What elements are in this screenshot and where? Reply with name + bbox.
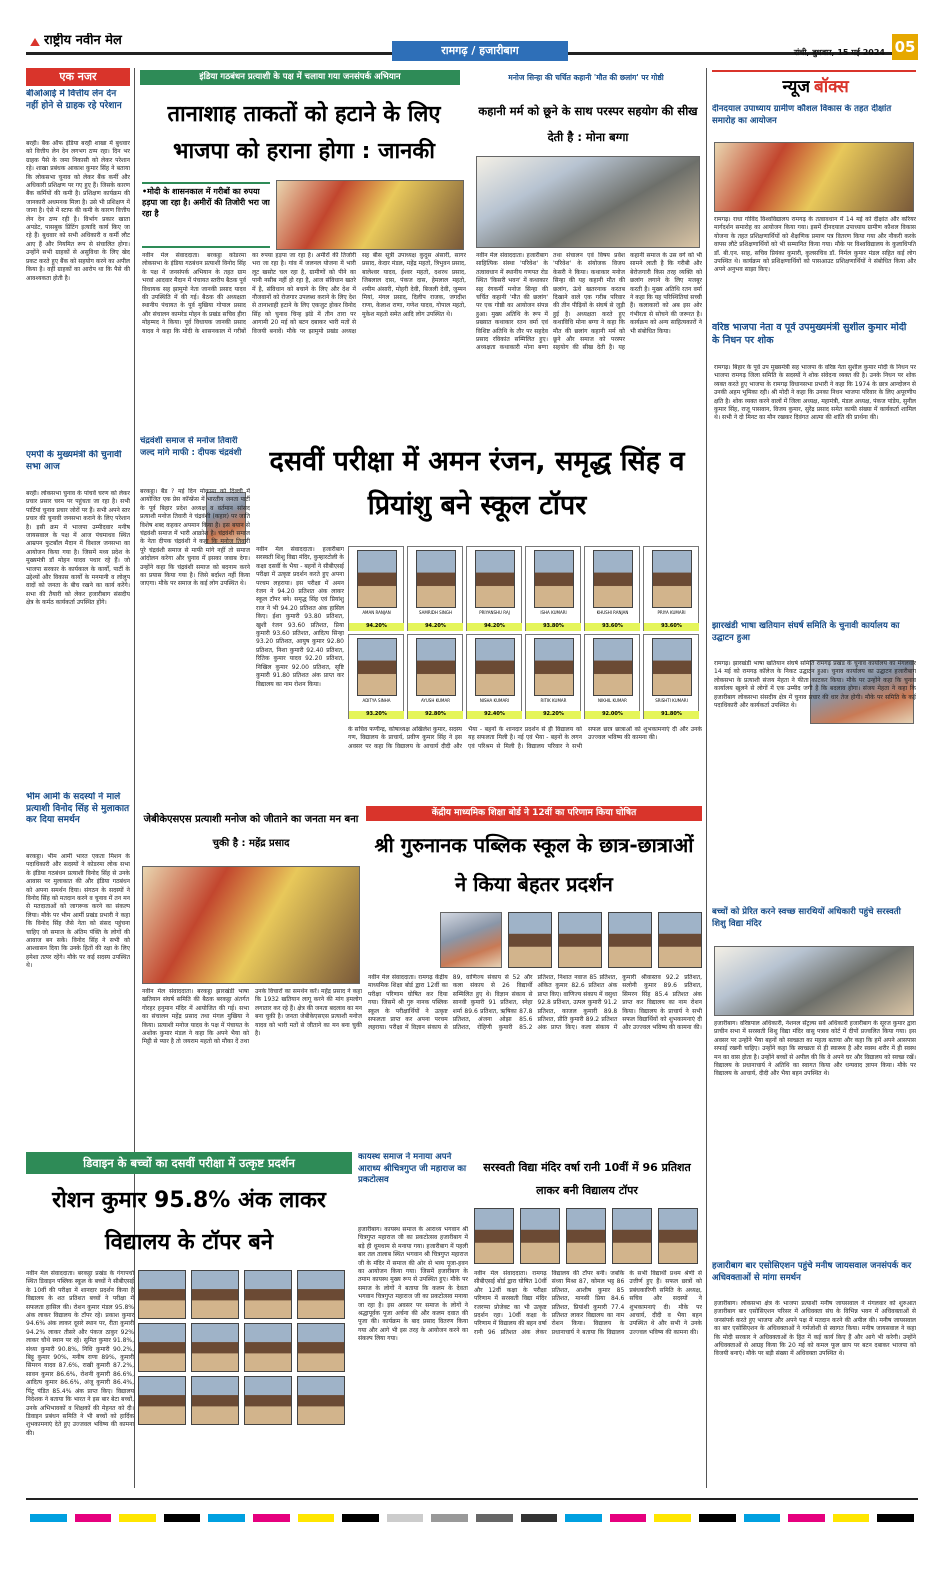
story7-body: नवीन मेल संवाददाता। बरकट्ठा प्रखंड के गंगापचो स्थित डिवाइन पब्लिक स्कूल के बच्चों ने सीबीएसई के 10वीं की परीक्षा में शानदार प्रदर्शन किया है विद्यालय के शत प्रतिशत बच्चों ने परीक्षा में सफलता हासिल की। रोशन कुमार मंडल 95.8% अंक लाकर विद्यालय के टॉपर रहे। प्रकाश कुमार 94.6% अंक लाकर दूसरे स्थान पर, रीता कुमारी 94.2% लाकर तीसरे और पंकज ठाकुर 92% लाकर चौथे स्थान पर रहे। सुमित कुमार 91.8%, संध्या कुमारी 90.8%, निधि कुमारी 90.2%, बिट्टू कुमार 90%, मनीष राणा 89%, कुमारी सिमरन यादव 87.6%, राखी कुमारी 87.2%, सावन कुमार 86.6%, रोशनी कुमारी 86.6%, आदित्य कुमार 86.6%, अंजू कुमारी 86.4%, पिंटू पंडित 85.4% अंक प्राप्त किए। विद्यालय निदेशक ने बताया कि भारत ने इस बार बेटा बच्चों, उनके अभिभावकों व शिक्षकों की मेहनत को दी। डिवाइन प्रबंधन समिति ने भी बच्चों को हार्दिक शुभकामनाएं देते हुए उज्जवल भविष्य की कामना की। bbox=[26, 1270, 134, 1437]
news-box-title-a: न्यूज bbox=[782, 77, 810, 97]
registration-swatch bbox=[565, 1514, 602, 1522]
registration-swatch bbox=[342, 1514, 379, 1522]
news-box-title-b: बॉक्स bbox=[814, 77, 849, 97]
footer-color-strip bbox=[26, 1512, 918, 1526]
student-photo bbox=[534, 550, 574, 608]
news-box-item2-headline: वरिष्ठ भाजपा नेता व पूर्व उपमुख्यमंत्री सुशील कुमार मोदी के निधन पर शोक bbox=[712, 322, 907, 346]
student-percentage: 92.00% bbox=[585, 711, 640, 719]
story4-body-left: नवीन मेल संवाददाता। हजारीबाग सरस्वती शिशु विद्या मंदिर, कुम्हारटोली के कक्षा दसवीं के भैया - बहनों ने सीबीएसई परीक्षा में उत्कृष्ट प्रदर्शन करते हुए अपना परचम लहराया। इस परीक्षा में अमन रंजन ने 94.20 प्रतिशत अंक लाकर स्कूल टॉपर बने। समृद्ध सिंह एवं प्रियांशु राज ने भी 94.20 प्रतिशत अंक हासिल किए। ईशा कुमारी 93.80 प्रतिशत, खुशी रंजन 93.60 प्रतिशत, प्रिया कुमारी 93.60 प्रतिशत, आदित्य सिन्हा 93.20 प्रतिशत, आयुष कुमार 92.80 प्रतिशत, निशा कुमारी 92.40 प्रतिशत, रितिक कुमार यादव 92.20 प्रतिशत, निखिल कुमार 92.00 प्रतिशत, सृष्टि कुमारी 91.80 प्रतिशत अंक प्राप्त कर विद्यालय का नाम रोशन किया। bbox=[256, 546, 344, 688]
story9-photo-row bbox=[474, 1208, 700, 1266]
story6-photo-row bbox=[508, 912, 702, 970]
ek-nazar-title: एक नजर bbox=[59, 70, 97, 83]
student-photo bbox=[297, 1376, 345, 1425]
news-box-item3-body: रामगढ़। झारखंडी भाषा खतियान संघर्ष समिति रामगढ़ प्रखंड के चुनाव कार्यालय का मंगलवार 14 मई को रामगढ़ कॉलेज के निकट उद्घाटन हुआ। चुनाव कार्यालय का उद्घाटन हजारीबाग लोकसभा के प्रत्याशी संजय मेहता ने फीता काटकर किया। मौके पर उन्होंने कहा कि चुनाव कार्यालय खुलने से लोगों में एक उम्मीद जगी है कि बदलाव होगा। संजय मेहता ने कहा कि हजारीबाग लोकसभा संसदीय क्षेत्र में चुनाव प्रचार की धार तेज होगी। मौके पर समिति के कई पदाधिकारी और कार्यकर्ता उपस्थित थे। bbox=[714, 660, 916, 710]
story4-students-grid bbox=[348, 546, 702, 722]
student-card bbox=[407, 634, 463, 719]
student-photo bbox=[593, 638, 633, 696]
student-percentage: 93.60% bbox=[585, 623, 640, 631]
student-photo bbox=[191, 1270, 239, 1319]
news-box-item5-headline: हजारीबाग बार एसोसिएशन पहुंचे मनीष जायसवाल जनसंपर्क कर अधिवक्ताओं से मांगा समर्थन bbox=[712, 1261, 912, 1283]
student-photo bbox=[416, 638, 456, 696]
student-card bbox=[584, 546, 640, 631]
ek-nazar-item2-headline: एमपी के मुख्यमंत्री की चुनावी सभा आज bbox=[26, 450, 122, 472]
student-name: RITIK KUMAR bbox=[527, 698, 580, 709]
registration-swatch bbox=[699, 1514, 736, 1522]
ek-nazar-item3-body: बरकट्ठा। भीम आर्मी भारत एकता मिशन के पदाधिकारी और सदस्यों ने कोडरमा लोक सभा के इंडिया गठबंधन प्रत्याशी विनोद सिंह से उनके आवास पर मुलाकात की और इंडिया गठबंधन को अपना समर्थन दिया। संगठन के सदस्यों ने विनोद सिंह को मतदान करने व चुनाव में तन मन से मतदाताओं को जागरूक करने का संकल्प लिया। मौके पर भीम आर्मी प्रखंड प्रभारी ने कहा कि विनोद सिंह जैसे नेता को संसद पहुंचना चाहिए जो समाज के अंतिम पंक्ति के लोगों की आवाज बन सकें। विनोद सिंह ने सभी को आश्वासन दिया कि उनके हितों की रक्षा के लिए हमेशा तत्पर रहेंगे। मौके पर कई सदस्य उपस्थित थे। bbox=[26, 853, 130, 970]
student-percentage: 94.20% bbox=[467, 623, 522, 631]
section-label: रामगढ़ / हजारीबाग bbox=[441, 44, 519, 57]
student-photo bbox=[558, 912, 602, 968]
story6-body: नवीन मेल संवाददाता। रामगढ़ केंद्रीय माध्यमिक शिक्षा बोर्ड द्वारा 12वीं का परीक्षा परिणाम घोषित कर दिया गया। जिसमें श्री गुरु नानक पब्लिक स्कूल के परीक्षार्थियों ने उत्कृष्ट सफलता प्राप्त कर अपना परचम लहराया। परीक्षा में विज्ञान संकाय से 89, वाणिज्य संकाय से 52 और कला संकाय से 26 विद्यार्थी सम्मिलित हुए थे। विज्ञान संकाय से सानवी कुमारी 91 प्रतिशत, स्नेहा शर्मा 89.6 प्रतिशत, ऋषिका 87.8 प्रतिशत, अंजना ओझा 85.6 प्रतिशत, रोहिणी कुमारी 85.2 प्रतिशत, निशात नवाज 85 प्रतिशत, अंकित कुमार 82.6 प्रतिशत अंक प्राप्त किए। वाणिज्य संकाय में वसुधा 92.8 प्रतिशत, उत्पल कुमारी 91.2 प्रतिशत, काजल कुमारी 89.8 प्रतिशत, प्रीति कुमारी 89.2 प्रतिशत अंक प्राप्त किए। कला संकाय में कुमारी श्रीवास्तव 92.2 प्रतिशत, सलोनी कुमार 89.6 प्रतिशत, सिमरन सिंह 85.4 प्रतिशत अंक प्राप्त कर विद्यालय का नाम रोशन किया। विद्यालय के प्राचार्य ने सभी सफल विद्यार्थियों को शुभकामनाएं दी और उज्ज्वल भविष्य की कामना की। bbox=[368, 974, 702, 1032]
student-card bbox=[525, 634, 581, 719]
student-photo bbox=[593, 550, 633, 608]
ek-nazar-item3-headline: भीम आर्मी के सदस्यों ने माले प्रत्याशी विनोद सिंह से मुलाकात कर दिया समर्थन bbox=[26, 792, 130, 825]
student-name: AYUSH KUMAR bbox=[409, 698, 462, 709]
footer-rule bbox=[26, 1498, 918, 1500]
student-percentage: 92.20% bbox=[526, 711, 581, 719]
story2-kicker: मनोज सिन्हा की चर्चित कहानी 'मौत की छलांग' पर गोष्ठी bbox=[472, 70, 700, 85]
registration-swatch bbox=[253, 1514, 290, 1522]
story3-headline: चंद्रवंशी समाज से मनोज तिवारी जल्द मांगे माफी : दीपक चंद्रवंशी bbox=[140, 436, 242, 458]
student-photo bbox=[297, 1323, 345, 1372]
column-rule-2 bbox=[706, 68, 707, 1488]
story1-body: नवीन मेल संवाददाता। बरकट्ठा कोडरमा लोकसभा के इंडिया गठबंधन प्रत्याशी विनोद सिंह के पक्ष में जनसंपर्क अभियान के तहत ग्राम भरवां आदवार मैदान में पंचायत स्तरीय बैठक पूर्व विधायक सह झामुमो नेता जानकी प्रसाद यादव की उपस्थिति में की गई। बैठक की अध्यक्षता स्थानीय पंचायत के पूर्व मुखिया गोपाल प्रसाद और संचालन कामरेड मोहन के प्रखंड सचिव हीरा मोहम्मद ने किया। पूर्व विधायक जानकी प्रसाद यादव ने कहा कि मोदी के शासनकाल में गरीबों का रुपया हड़पा जा रहा है। अमीरों की तिजोरी भरा जा रहा है। गांव में जलनल योजना में भारी लूट खसोट चल रहा है, ग्रामीणों को पीने का पानी नसीब नहीं हो रहा है, आज संविधान खतरे में है, संविधान को बचाने के लिए और देश में नौजवानों को रोजगार उपलब्ध कराने के लिए देश से तानाशाही हटाने के लिए एकजुट होकर विनोद सिंह को चुनाव चिन्ह झंडे में तीन तारा पर आगामी 20 मई को बटन दबाकर भारी मतों से विजयी बनावें। मौके पर झामुमो प्रखंड अध्यक्ष सह बीस सूत्री उपाध्यक्ष कुदुस अंसारी, सागर प्रसाद, केदार मंडल, महेंद्र महतो, त्रिभुवन प्रसाद, बालेश्वर यादव, ईश्वर महतो, दशरथ प्रसाद, जिबलाल दास, पंकज दास, हेमलाल महतो, शमीम अंसारी, मोहरी देवी, बिजली देवी, जुम्मन मियां, मंगल प्रसाद, दिलीप राजक, जगदीश राणा, केलाश राणा, गणेश यादव, गोपाल महतो, मुकेश महतो समेत आदि लोग उपस्थित थे। bbox=[142, 252, 466, 335]
student-percentage: 93.60% bbox=[644, 623, 699, 631]
paper-name: राष्ट्रीय नवीन मेल bbox=[44, 33, 122, 48]
story8-body: हजारीबाग। कायस्थ समाज के आराध्य भगवान श्री चित्रगुप्त महाराज जी का प्रकटोत्सव हजारीबाग में बड़े ही धूमधाम से मनाया गया। हजारीबाग में पहली बार तल तालाब स्थित भगवान श्री चित्रगुप्त महाराज जी के मंदिर में समाज की ओर से भव्य पूजा-हवन का आयोजन किया गया। जिसमें हजारीबाग के तमाम कायस्थ मुख्य रूप से उपस्थित हुए। मौके पर समाज के लोगों ने बताया कि कलम के देवता भगवान चित्रगुप्त महाराज जी का प्रकटोत्सव मनाया जा रहा है। इस अवसर पर समाज के लोगों ने श्रद्धापूर्वक पूजा अर्चना की और कलम दवात की पूजा की। कार्यक्रम के बाद प्रसाद वितरण किया गया और आगे भी इस तरह के आयोजन करने का संकल्प लिया गया। bbox=[358, 1226, 468, 1343]
story5-photo bbox=[142, 866, 360, 984]
student-card bbox=[407, 546, 463, 631]
student-photo bbox=[475, 638, 515, 696]
registration-swatch bbox=[744, 1514, 781, 1522]
story8-headline: कायस्थ समाज ने मनाया अपने आराध्य श्रीचित्रगुप्त जी महाराज का प्रकटोत्सव bbox=[358, 1152, 467, 1185]
student-card bbox=[525, 546, 581, 631]
student-card bbox=[584, 634, 640, 719]
registration-swatch bbox=[119, 1514, 156, 1522]
story1-kicker: इंडिया गठबंधन प्रत्याशी के पक्ष में चलाया गया जनसंपर्क अभियान bbox=[140, 70, 460, 85]
student-name: ADITYA SINHA bbox=[350, 698, 403, 709]
student-card bbox=[348, 546, 404, 631]
student-photo bbox=[191, 1323, 239, 1372]
student-name: SRISHTI KUMARI bbox=[645, 698, 698, 709]
registration-swatch bbox=[208, 1514, 245, 1522]
registration-swatch bbox=[476, 1514, 513, 1522]
registration-swatch bbox=[298, 1514, 335, 1522]
story5-body: नवीन मेल संवाददाता। बरकट्ठा झारखंडी भाषा खतियान संघर्ष समिति की बैठक बरकट्ठा अंतर्गत गोरहर हनुमान मंदिर में आयोजित की गई। सभा का संचालन महेंद्र प्रसाद तथा मंगल मुखिया ने किया। प्रत्याशी मनोज यादव के पक्ष में पंचायत के अशोक कुमार मंडल ने कहा कि अपने भैया को मिट्टी से प्यार है तो जयराम महतो को मौका दें तथा उनके विचारों का समर्थन करें। महेंद्र प्रसाद ने कहा कि 1932 खतियान लागू करने की मांग हमलोग लगातार कर रहे हैं। क्षेत्र की जनता बदलाव का मन बना चुकी है। जनता जेबीकेएसएस प्रत्याशी मनोज यादव को भारी मतों से जीताने का मन बना चुकी है। bbox=[142, 988, 362, 1046]
student-photo bbox=[191, 1376, 239, 1425]
student-card bbox=[466, 634, 522, 719]
page-number: 05 bbox=[892, 34, 918, 60]
student-photo bbox=[138, 1376, 186, 1425]
news-box-item2-body: रामगढ़। बिहार के पूर्व उप मुख्यमंत्री सह भाजपा के वरिष्ठ नेता सुशील कुमार मोदी के निधन पर भाजपा रामगढ़ जिला समिति के सदस्यों ने शोक संवेदना व्यक्त की है। उनके निधन पर शोक व्यक्त करते हुए भाजपा के रामगढ़ विधानसभा प्रभारी ने कहा कि 1974 के छात्र आन्दोलन से उनकी अहम भूमिका रही। श्री मोदी ने कहा कि उनका निधन भाजपा परिवार के लिए अपूरणीय क्षति है। शोक व्यक्त करने वालों में जिला अध्यक्ष, महामंत्री, मंडल अध्यक्ष, पंकज पांडेय, सुनील कुमार सिंह, राजू पासवान, विजय कुमार, सुरेंद्र प्रसाद समेत काफी संख्या में कार्यकर्ता शामिल थे। सभी ने दो मिनट का मौन रखकर दिवंगत आत्मा की शांति की प्रार्थना की। bbox=[714, 364, 916, 422]
story3-body: बरकट्ठा। बैंड ? मई दिन मोकामा को दिल्ली में आयोजित एक प्रेस कॉन्फ्रेंस में भारतीय जनता पार्टी के पूर्व बिहार प्रदेश अध्यक्ष व वर्तमान सांसद प्रत्याशी मनोज तिवारी ने चंद्रवंशी (कहार) पर जाति विशेष शब्द कहकर अपमान किया है। इस बयान से चंद्रवंशी समाज में भारी आक्रोश है। चंद्रवंशी समाज के नेता दीपक चंद्रवंशी ने कहा कि मनोज तिवारी पूरे चंद्रवंशी समाज से माफी मांगे नहीं तो समाज आंदोलन करेगा और चुनाव में इसका जवाब देगा। उन्होंने कहा कि चंद्रवंशी समाज को बदनाम करने का प्रयास किया गया है। जिसे बर्दाश्त नहीं किया जाएगा। मौके पर समाज के कई लोग उपस्थित थे। bbox=[140, 488, 250, 588]
student-card bbox=[348, 634, 404, 719]
story1-headline: तानाशाह ताकतों को हटाने के लिए भाजपा को हराना होगा : जानकी bbox=[167, 102, 441, 164]
dateline: रांची, बुधवार, 15 मई 2024 bbox=[793, 48, 885, 57]
student-percentage: 94.20% bbox=[408, 623, 463, 631]
story4-body-right: के सचिव फणीन्द्र, कोषाध्यक्ष अखिलेश कुमार, सदस्य गण, विद्यालय के प्राचार्य, प्रवीण कुमार सिंह ने इस अवसर पर कहा कि विद्यालय के आचार्य दीदी और भैया - बहनों के शानदार प्रदर्शन से ही विद्यालय को यह सफलता मिली है। नई एवं भैया - बहनों के लगन एवं परिश्रम से मिली है। विद्यालय परिवार ने सभी सफल छात्र छात्राओं को शुभकामनाएं दी और उनके उज्ज्वल भविष्य की कामना की। bbox=[348, 726, 702, 750]
student-photo bbox=[357, 550, 397, 608]
student-photo bbox=[138, 1270, 186, 1319]
registration-swatch bbox=[387, 1514, 424, 1522]
story9-headline: सरस्वती विद्या मंदिर वर्षा रानी 10वीं में 96 प्रतिशत लाकर बनी विद्यालय टॉपर bbox=[483, 1161, 691, 1197]
student-name: PRIYANSHU RAJ bbox=[468, 610, 521, 621]
student-photo bbox=[608, 912, 652, 968]
student-percentage: 92.40% bbox=[467, 711, 522, 719]
student-card bbox=[643, 546, 699, 631]
news-box-item1-photo bbox=[714, 142, 914, 212]
student-photo bbox=[534, 638, 574, 696]
story5-headline: जेबीकेएसएस प्रत्याशी मनोज को जीताने का जनता मन बना चुकी है : महेंद्र प्रसाद bbox=[143, 814, 359, 849]
news-box-item4-photo bbox=[714, 946, 914, 1016]
registration-swatch bbox=[431, 1514, 468, 1522]
student-percentage: 93.20% bbox=[349, 711, 404, 719]
news-box-item1-headline: दीनदयाल उपाध्याय ग्रामीण कौशल विकास के तहत दीक्षांत समारोह का आयोजन bbox=[712, 104, 892, 126]
student-photo bbox=[297, 1270, 345, 1319]
story6-headline: श्री गुरुनानक पब्लिक स्कूल के छात्र-छात्राओं ने किया बेहतर प्रदर्शन bbox=[374, 833, 694, 896]
registration-swatch bbox=[788, 1514, 825, 1522]
registration-swatch bbox=[30, 1514, 67, 1522]
student-name: AMAN RANJAN bbox=[350, 610, 403, 621]
student-card bbox=[466, 546, 522, 631]
story7-students-grid bbox=[138, 1270, 350, 1430]
story4-headline: दसवीं परीक्षा में अमन रंजन, समृद्ध सिंह व प्रियांशु बने स्कूल टॉपर bbox=[269, 446, 685, 521]
news-box-item4-body: हजारीबाग। वरिष्ठपाल अधिकारी, नेशनल सेंट्रल्स सर्वे अधिकारी हजारीबाग के सूरज कुमार द्वारा प्राचीन सभा में सरस्वती शिशु विद्या मंदिर वासु पत्राव कोर्ट में दीपों प्रज्वलित किया गया। इस अवसर पर उन्होंने भैया बहनों को स्वच्छता का महत्व बताया और कहा कि हमें अपने आसपास सफाई रखनी चाहिए। उन्होंने कहा कि स्वच्छता से ही स्वास्थ्य है और स्वस्थ शरीर में ही स्वस्थ मन का वास होता है। उन्होंने बच्चों से अपील की कि वे अपने घर और विद्यालय को स्वच्छ रखें। विद्यालय के प्रधानाचार्य ने अतिथि का स्वागत किया और धन्यवाद ज्ञापन किया। मौके पर विद्यालय के आचार्य, दीदी और भैया बहन उपस्थित थे। bbox=[714, 1020, 916, 1078]
registration-swatch bbox=[610, 1514, 647, 1522]
registration-swatch bbox=[521, 1514, 558, 1522]
registration-swatch bbox=[75, 1514, 112, 1522]
newspaper-logo-icon bbox=[28, 34, 42, 46]
student-percentage: 91.80% bbox=[644, 711, 699, 719]
story2-body: नवीन मेल संवाददाता। हजारीबाग साहित्यिक संस्था 'परिवेश' के तत्वावधान में स्थानीय गणपत रोड स्थित 'किसरी भवन' में कथाकार सह रंगकर्मी मनोज सिन्हा की चर्चित कहानी 'मौत की छलांग' पर एक गोष्ठी का आयोजन संपन्न हुआ। मुख्य अतिथि के रूप में प्रख्यात कथाकार रतन वर्मा एवं विशिष्ट अतिथि के तौर पर सहदेव प्रसाद रविकांत सम्मिलित हुए। अध्यक्षता कथाकारी मोना बग्गा तथा संचालन एवं विषय प्रवेश 'परिवेश' के संयोजक विजय केसरी ने किया। कथाकार मनोज सिन्हा की यह कहानी मौत की छलांग, ऊंचे खतरनाक करतब दिखाने वाले एक गरीब परिवार की तीन पीढ़ियों के संघर्ष से जुड़ी हुई है। अध्यक्षता करते हुए कथाविधि मोना बग्गा ने कहा कि मौत की छलांग कहानी मर्म को छूने और समाज को परस्पर सहयोग की सीख देती है। यह कहानी समाज के उस वर्ग को भी सामने लाती है कि गरीबी और बेरोजगारी किस तरह व्यक्ति को छलांग लगाने के लिए मजबूर करती है। मुख्य अतिथि रतन वर्मा ने कहा कि यह परिस्थितियां सच्ची हैं। कलाकारों को अब इस ओर गंभीरता से सोचने की जरूरत है। कार्यक्रम को अन्य साहित्यकारों ने भी संबोधित किया। bbox=[476, 252, 702, 352]
student-photo bbox=[652, 638, 692, 696]
student-name: NIKHIL KUMAR bbox=[586, 698, 639, 709]
registration-swatch bbox=[164, 1514, 201, 1522]
story2-headline: कहानी मर्म को छूने के साथ परस्पर सहयोग की सीख देती है : मोना बग्गा bbox=[478, 104, 698, 144]
student-photo bbox=[138, 1323, 186, 1372]
story7-headline: रोशन कुमार 95.8% अंक लाकर विद्यालय के टॉपर बने bbox=[52, 1188, 326, 1255]
registration-swatch bbox=[833, 1514, 870, 1522]
student-photo bbox=[566, 1208, 606, 1264]
registration-swatch bbox=[877, 1514, 914, 1522]
ek-nazar-item1-body: बरही। बैंक ऑफ इंडिया बरही शाखा में बुधवार को वित्तीय लेन देन लगभग ठप्प रहा। दिन भर ग्राहक पैसे के जमा निकासी को लेकर परेशान रहे। शाखा प्रबंधक आकाश कुमार सिंह ने बताया कि लोकसभा चुनाव को लेकर बैंक कर्मी और अधिकारी प्रशिक्षण पर गए हुए हैं। जिसके कारण बैंक कर्मियों की कमी है। प्रशिक्षण कार्यक्रम की जानकारी अधमनक मिला है। उसे भी प्रशिक्षण में जाना है। ऐसे में स्टाफ की कमी के कारण वित्तीय लेन देन ठप्प रही है। विर्भाग प्रकार खाता अपडेट, पासबुक प्रिंटिंग इत्यादि कार्य किए जा रहे हैं। बुधवार को सभी अधिकारी व कर्मी लौट आए हैं और नियमित रूप से संचालित होगा। उन्होंने सभी ग्राहकों से असुविधा के लिए खेद प्रकट करते हुए बैंक को सहयोग करने का अपील किया है। वहीं ग्राहकों का आरोप था कि पैसे की आवश्यकता होती है। bbox=[26, 140, 130, 282]
student-name: ISHA KUMARI bbox=[527, 610, 580, 621]
student-card bbox=[643, 634, 699, 719]
story7-banner: डिवाइन के बच्चों का दसवीं परीक्षा में उत्कृष्ट प्रदर्शन bbox=[26, 1152, 352, 1174]
student-photo bbox=[244, 1376, 292, 1425]
student-name: NISHA KUMARI bbox=[468, 698, 521, 709]
story9-body: नवीन मेल संवाददाता। रामगढ़ सीबीएसई बोर्ड द्वारा घोषित 10वीं और 12वीं कक्षा के परीक्षा परिणाम में सरस्वती विद्या मंदिर रजरप्पा प्रोजेक्ट का भी उत्कृष्ट प्रदर्शन रहा। 10वीं कक्षा के परिणाम में विद्यालय की बहन वर्षा रानी 96 प्रतिशत अंक लेकर विद्यालय की टॉपर बनी। जबकि संध्या मिश्रा 87, कोमल भट्ट 86 प्रतिशत, आशीष कुमार 85 प्रतिशत, मानसी प्रिया 84.6 प्रतिशत, प्रियांशी कुमारी 77.4 प्रतिशत लाकर विद्यालय का नाम रोशन किया। विद्यालय के प्रधानाचार्य ने बताया कि विद्यालय के सभी विद्यार्थी प्रथम श्रेणी से उत्तीर्ण हुए हैं। सफल छात्रों को प्रबंधकारिणी समिति के अध्यक्ष, सचिव और सदस्यों ने शुभकामनाएं दी। मौके पर आचार्य, दीदी व भैया बहन उपस्थित थे और सभी ने उनके उज्ज्वल भविष्य की कामना की। bbox=[474, 1270, 702, 1336]
masthead bbox=[0, 0, 945, 62]
story2-photo bbox=[476, 156, 700, 248]
student-photo bbox=[652, 550, 692, 608]
news-box-item3-headline: झारखंडी भाषा खतियान संघर्ष समिति के चुनावी कार्यालय का उद्घाटन हुआ bbox=[712, 621, 900, 643]
student-photo bbox=[244, 1323, 292, 1372]
student-photo bbox=[416, 550, 456, 608]
student-photo bbox=[658, 912, 702, 968]
student-name: PRIYA KUMARI bbox=[645, 610, 698, 621]
student-photo bbox=[357, 638, 397, 696]
student-photo bbox=[474, 1208, 514, 1264]
student-percentage: 93.80% bbox=[526, 623, 581, 631]
student-photo bbox=[508, 912, 552, 968]
student-photo bbox=[658, 1208, 698, 1264]
story1-photo bbox=[276, 180, 464, 250]
story6-kicker: केंद्रीय माध्यमिक शिक्षा बोर्ड ने 12वीं का परिणाम किया घोषित bbox=[366, 806, 702, 821]
student-percentage: 94.20% bbox=[349, 623, 404, 631]
news-box-item1-body: रामगढ़। राधा गोविंद विश्वविद्यालय रामगढ़ के तत्वावधान में 14 मई को दीक्षांत और करियर मार्गदर्शन समारोह का आयोजन किया गया। इसमें दीनदयाल उपाध्याय ग्रामीण कौशल विकास योजना के तहत प्रशिक्षणार्थियों को शैक्षणिक प्रमाण पत्र वितरण किया गया और नौकरी करके वापस लौटे प्रशिक्षणार्थियों को भी सम्मानित किया गया। मौके पर विश्वविद्यालय के कुलाधिपति डॉ. बी.एन. साह, सचिव प्रियंका कुमारी, कुलसचिव डॉ. निर्मल कुमार मंडल सहित कई लोग उपस्थित थे। कार्यक्रम को प्रशिक्षणार्थियों को पासआउट प्रशिक्षणार्थियों ने संबोधित किया और अपने अनुभव साझा किए। bbox=[714, 216, 916, 274]
registration-swatch bbox=[654, 1514, 691, 1522]
column-rule-1 bbox=[134, 68, 135, 1488]
story1-pullquote: •मोदी के शासनकाल में गरीबों का रुपया हड़पा जा रहा है। अमीरों की तिजोरी भरा जा रहा है bbox=[142, 182, 270, 248]
student-photo bbox=[475, 550, 515, 608]
student-photo bbox=[244, 1270, 292, 1319]
student-name: SAMRIDH SINGH bbox=[409, 610, 462, 621]
ek-nazar-item1-headline: बीओआई में वित्तीय लेन देन नहीं होने से ग्राहक रहे परेशान bbox=[26, 89, 122, 111]
news-box-item4-headline: बच्चों को प्रेरित करने स्वच्छ सारथियों अधिकारी पहुंचे सरस्वती शिशु विद्या मंदिर bbox=[712, 907, 901, 929]
student-name: KHUSHI RANJAN bbox=[586, 610, 639, 621]
story6-logo-photo bbox=[440, 912, 502, 968]
news-box-item5-body: हजारीबाग। लोकसभा क्षेत्र के भाजपा प्रत्याशी मनीष जायसवाल ने मंगलवार को शुरुआत हजारीबाग बार एसोसिएशन परिसर में अधिवक्ता संघ के विभिन्न भवन में अधिवक्ताओं से जनसंपर्क करते हुए भाजपा और अपने पक्ष में मतदान करने की अपील की। मनीष जायसवाल का बार एसोसिएशन के अधिवक्ताओं ने गर्मजोशी से स्वागत किया। मनीष जायसवाल ने कहा कि मोदी सरकार ने अधिवक्ताओं के हित में कई कार्य किए हैं और आगे भी करेगी। उन्होंने अधिवक्ताओं से आग्रह किया कि 20 मई को कमल फूल छाप पर बटन दबाकर भाजपा को विजयी बनाएं। मौके पर बड़ी संख्या में अधिवक्ता उपस्थित थे। bbox=[714, 1300, 916, 1358]
ek-nazar-item2-body: बरही। लोकसभा चुनाव के पांचवें चरण को लेकर प्रचार प्रसार चरम पर पहुंचता जा रहा है। सभी पार्टियां चुनाव प्रचार जोरों पर हैं। सभी अपने स्तर प्रचार की चुनावी जनसभा कराने के लिए परेशान है। इसी क्रम में भाजपा उम्मीदवार मनीष जायसवाल के पक्ष में आज पंचमाधव स्थित आम्रपन फुटबॉल मैदान में विशाल जनसभा का आयोजन किया गया है। जिसमें मध्य प्रदेश के मुख्यमंत्री डॉ मोहन यादव पधार रहे हैं। जो भाजपा सरकार के कार्यकाल के कार्यों, पार्टी के उद्देश्यों और विकास कार्यों के मनमानी व लोलुप वादों को जनता के बीच रखने का कार्य करेंगे। सभा की तैयारी को लेकर हजारीबाग संसदीय क्षेत्र के कर्मठ कार्यकर्ता उपस्थित होंगे। bbox=[26, 490, 130, 607]
student-percentage: 92.80% bbox=[408, 711, 463, 719]
student-photo bbox=[520, 1208, 560, 1264]
student-photo bbox=[612, 1208, 652, 1264]
